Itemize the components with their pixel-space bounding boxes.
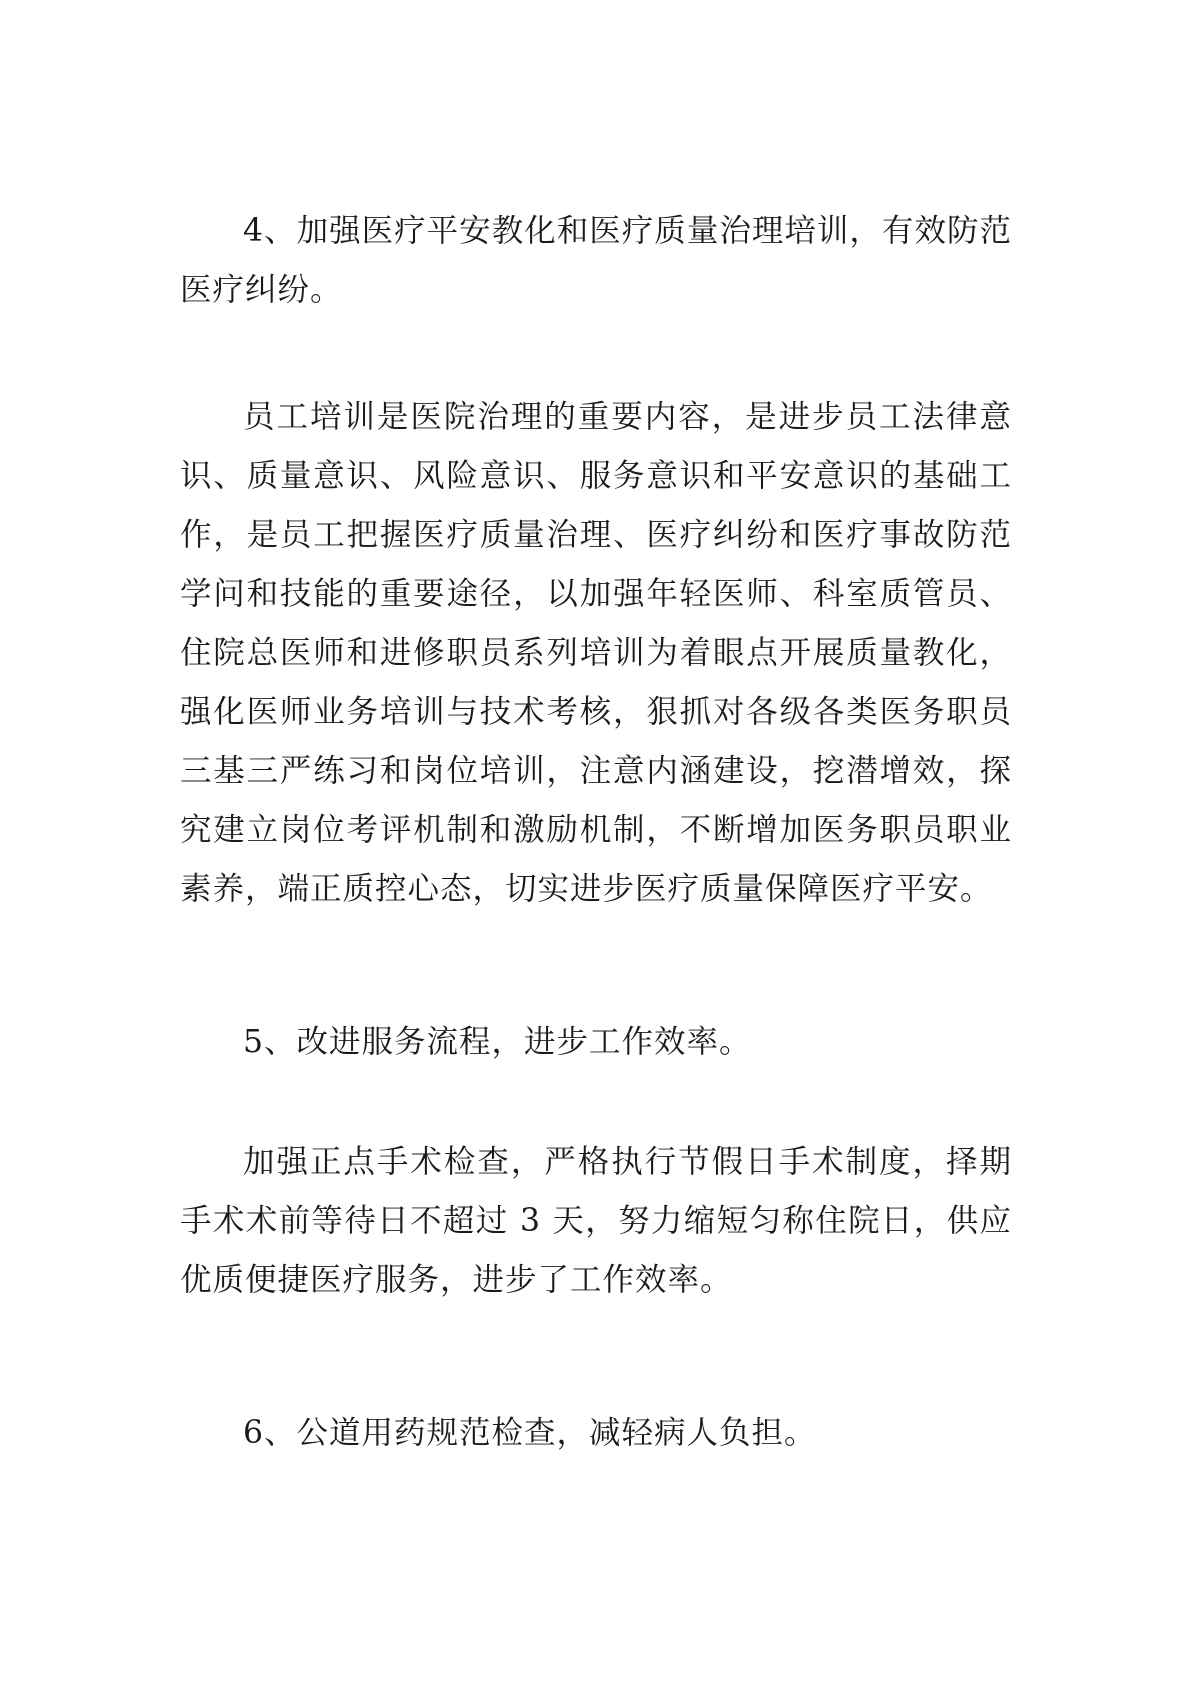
body-paragraph-training: 员工培训是医院治理的重要内容，是进步员工法律意识、质量意识、风险意识、服务意识和平安意识的基础工作，是员工把握医疗质量治理、医疗纠纷和医疗事故防范学问和技能的重要途径，以加强年轻医师、科室质管员、住院总医师和进修职员系列培训为着眼点开展质量教化，强化医师业务培训与技术考核，狠抓对各级各类医务职员三基三严练习和岗位培训，注意内涵建设，挖潜增效，探究建立岗位考评机制和激励机制，不断增加医务职员职业素养，端正质控心态，切实进步医疗质量保障医疗平安。 [180, 399, 1012, 907]
section-heading-4: 4、加强医疗平安教化和医疗质量治理培训，有效防范医疗纠纷。 [180, 213, 1012, 308]
section-heading-6: 6、公道用药规范检查，减轻病人负担。 [243, 1415, 817, 1451]
body-paragraph-surgery: 加强正点手术检查，严格执行节假日手术制度，择期手术术前等待日不超过 3 天，努力缩短匀称住院日，供应优质便捷医疗服务，进步了工作效率。 [180, 1144, 1012, 1298]
section-heading-5: 5、改进服务流程，进步工作效率。 [243, 1024, 752, 1060]
